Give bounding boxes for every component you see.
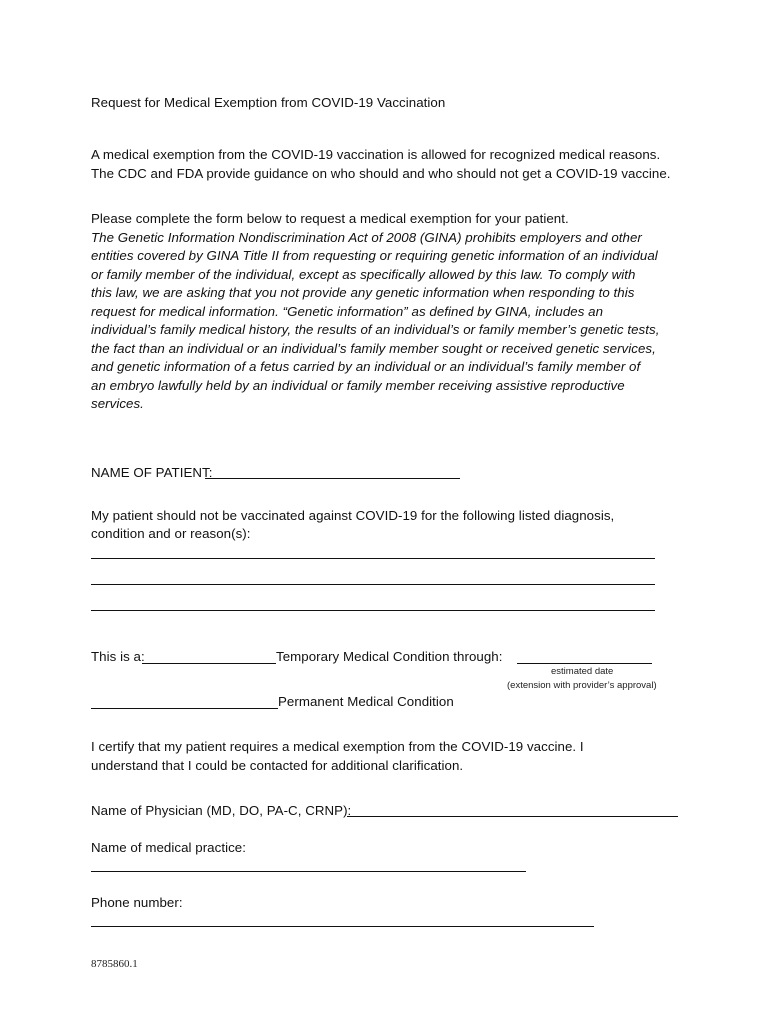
temporary-condition-field[interactable]	[142, 663, 276, 664]
physician-name-field[interactable]	[347, 816, 678, 817]
temporary-condition-label: Temporary Medical Condition through:	[276, 649, 503, 664]
gina-notice-line: request for medical information. “Genetic information” as defined by GINA, includes an	[91, 304, 604, 319]
this-is-a-label: This is a:	[91, 649, 145, 664]
phone-number-field[interactable]	[91, 926, 594, 927]
gina-notice-line: services.	[91, 396, 144, 411]
permanent-condition-field[interactable]	[91, 708, 278, 709]
patient-name-field[interactable]	[205, 478, 460, 479]
gina-notice-line: or family member of the individual, except as specifically allowed by this law. To comply with	[91, 267, 636, 282]
patient-name-label: NAME OF PATIENT:	[91, 465, 213, 480]
certify-text-line-2: understand that I could be contacted for additional clarification.	[91, 758, 464, 773]
instruction-text: Please complete the form below to request a medical exemption for your patient.	[91, 211, 569, 226]
temporary-through-date-field[interactable]	[517, 663, 652, 664]
form-title: Request for Medical Exemption from COVID-19 Vaccination	[91, 95, 446, 110]
gina-notice-line: The Genetic Information Nondiscrimination Act of 2008 (GINA) prohibits employers and other	[91, 230, 642, 245]
practice-name-field[interactable]	[91, 871, 526, 872]
estimated-date-note: estimated date	[551, 666, 614, 677]
intro-line-2: The CDC and FDA provide guidance on who should and who should not get a COVID-19 vaccine.	[91, 166, 671, 181]
phone-label: Phone number:	[91, 895, 183, 910]
gina-notice-line: and genetic information of a fetus carried by an individual or an individual’s family member of	[91, 359, 641, 374]
diagnosis-text-line-2: condition and or reason(s):	[91, 526, 251, 541]
gina-notice-line: the fact than an individual or an individual’s family member sought or received genetic services,	[91, 341, 656, 356]
diagnosis-field-line-2[interactable]	[91, 584, 655, 585]
gina-notice-line: entities covered by GINA Title II from requesting or requiring genetic information of an individual	[91, 248, 658, 263]
diagnosis-field-line-3[interactable]	[91, 610, 655, 611]
practice-label: Name of medical practice:	[91, 840, 246, 855]
document-number: 8785860.1	[91, 958, 138, 970]
extension-note: (extension with provider’s approval)	[507, 680, 657, 691]
permanent-condition-label: Permanent Medical Condition	[278, 694, 454, 709]
gina-notice-line: this law, we are asking that you not provide any genetic information when responding to this	[91, 285, 635, 300]
certify-text-line-1: I certify that my patient requires a medical exemption from the COVID-19 vaccine. I	[91, 739, 584, 754]
diagnosis-field-line-1[interactable]	[91, 558, 655, 559]
gina-notice-line: individual’s family medical history, the results of an individual’s or family member’s genetic tests,	[91, 322, 660, 337]
diagnosis-text-line-1: My patient should not be vaccinated against COVID-19 for the following listed diagnosis,	[91, 508, 615, 523]
gina-notice-line: an embryo lawfully held by an individual or family member receiving assistive reproductive	[91, 378, 625, 393]
intro-line-1: A medical exemption from the COVID-19 vaccination is allowed for recognized medical reasons.	[91, 147, 661, 162]
physician-label: Name of Physician (MD, DO, PA-C, CRNP):	[91, 803, 352, 818]
